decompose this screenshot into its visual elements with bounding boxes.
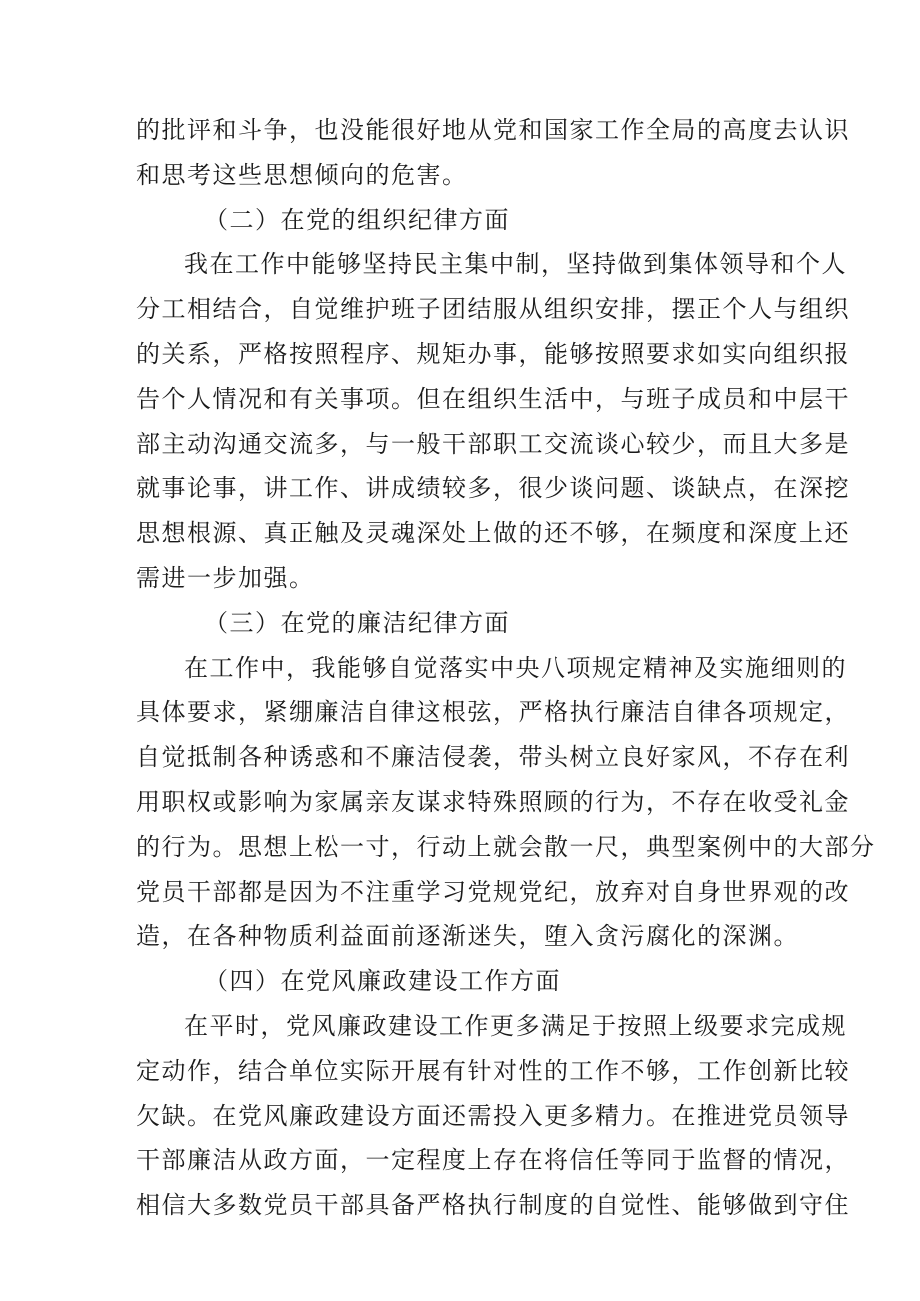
body-line: 分工相结合，自觉维护班子团结服从组织安排，摆正个人与组织 [136, 295, 850, 324]
body-line: 和思考这些思想倾向的危害。 [136, 160, 468, 189]
body-line: 告个人情况和有关事项。但在组织生活中，与班子成员和中层干 [136, 384, 850, 413]
body-line: 的批评和斗争，也没能很好地从党和国家工作全局的高度去认识 [136, 116, 850, 144]
section-heading: （四）在党风廉政建设工作方面 [204, 967, 561, 996]
body-line: 具体要求，紧绷廉洁自律这根弦，严格执行廉洁自律各项规定， [136, 698, 850, 727]
body-line: 党员干部都是因为不注重学习党规党纪，放弃对自身世界观的改 [136, 877, 850, 906]
section-heading: （二）在党的组织纪律方面 [204, 205, 510, 234]
body-line: 干部廉洁从政方面，一定程度上存在将信任等同于监督的情况， [136, 1146, 850, 1175]
body-line: 相信大多数党员干部具备严格执行制度的自觉性、能够做到守住 [136, 1191, 850, 1220]
body-line: 定动作，结合单位实际开展有针对性的工作不够，工作创新比较 [136, 1056, 850, 1085]
section-heading: （三）在党的廉洁纪律方面 [204, 608, 510, 637]
body-line: 的关系，严格按照程序、规矩办事，能够按照要求如实向组织报 [136, 339, 850, 368]
paragraph-first-line: 我在工作中能够坚持民主集中制，坚持做到集体领导和个人 [184, 250, 847, 279]
document-page [136, 108, 876, 1228]
body-line: 用职权或影响为家属亲友谋求特殊照顾的行为，不存在收受礼金 [136, 787, 850, 816]
paragraph-first-line: 在平时，党风廉政建设工作更多满足于按照上级要求完成规 [184, 1011, 847, 1040]
body-line: 欠缺。在党风廉政建设方面还需投入更多精力。在推进党员领导 [136, 1101, 850, 1130]
body-line: 需进一步加强。 [136, 563, 315, 592]
paragraph-first-line: 在工作中，我能够自觉落实中央八项规定精神及实施细则的 [184, 653, 847, 682]
body-line: 思想根源、真正触及灵魂深处上做的还不够，在频度和深度上还 [136, 519, 850, 548]
body-line: 部主动沟通交流多，与一般干部职工交流谈心较少，而且大多是 [136, 429, 850, 458]
body-line: 造，在各种物质利益面前逐渐迷失，堕入贪污腐化的深渊。 [136, 922, 799, 951]
body-line: 的行为。思想上松一寸，行动上就会散一尺，典型案例中的大部分 [136, 832, 876, 861]
body-line: 自觉抵制各种诱惑和不廉洁侵袭，带头树立良好家风，不存在利 [136, 743, 850, 772]
body-line: 就事论事，讲工作、讲成绩较多，很少谈问题、谈缺点，在深挖 [136, 474, 850, 503]
